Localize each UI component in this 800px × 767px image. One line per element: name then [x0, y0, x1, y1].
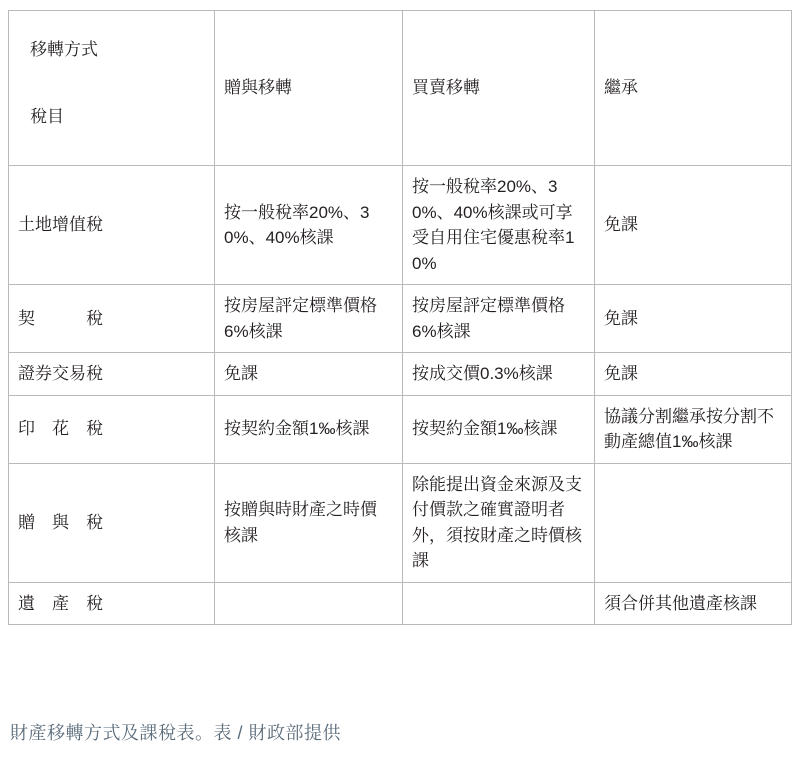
header-corner-bottom-label: 稅目	[30, 106, 64, 126]
cell-land-inheritance: 免課	[595, 166, 792, 285]
cell-gifttax-gift: 按贈與時財產之時價核課	[215, 463, 403, 582]
cell-securities-gift: 免課	[215, 353, 403, 396]
header-corner-cell	[9, 11, 215, 166]
cell-gifttax-inheritance	[595, 463, 792, 582]
table-row	[9, 166, 792, 285]
header-col-sale: 買賣移轉	[403, 11, 595, 166]
cell-estate-inheritance: 須合併其他遺產核課	[595, 582, 792, 625]
header-corner-top-label: 移轉方式	[30, 40, 98, 59]
row-label-deed-tax: 契 稅	[9, 285, 215, 353]
cell-stamp-sale: 按契約金額1‰核課	[403, 395, 595, 463]
cell-stamp-gift: 按契約金額1‰核課	[215, 395, 403, 463]
row-label-stamp-tax: 印 花 稅	[9, 395, 215, 463]
cell-securities-sale: 按成交價0.3%核課	[403, 353, 595, 396]
cell-securities-inheritance: 免課	[595, 353, 792, 396]
table-row	[9, 582, 792, 625]
header-col-inheritance: 繼承	[595, 11, 792, 166]
table-row	[9, 353, 792, 396]
cell-gifttax-sale: 除能提出資金來源及支付價款之確實證明者外，須按財產之時價核課	[403, 463, 595, 582]
table-row	[9, 285, 792, 353]
cell-stamp-inheritance: 協議分割繼承按分割不動產總值1‰核課	[595, 395, 792, 463]
cell-deed-sale: 按房屋評定標準價格6%核課	[403, 285, 595, 353]
row-label-gift-tax: 贈 與 稅	[9, 463, 215, 582]
cell-land-gift: 按一般稅率20%、30%、40%核課	[215, 166, 403, 285]
row-label-estate-tax: 遺 產 稅	[9, 582, 215, 625]
table-row	[9, 395, 792, 463]
cell-deed-gift: 按房屋評定標準價格6%核課	[215, 285, 403, 353]
row-label-securities-transaction-tax: 證券交易稅	[9, 353, 215, 396]
cell-estate-sale	[403, 582, 595, 625]
cell-deed-inheritance: 免課	[595, 285, 792, 353]
row-label-land-value-increment-tax: 土地增值稅	[9, 166, 215, 285]
cell-land-sale: 按一般稅率20%、30%、40%核課或可享受自用住宅優惠稅率10%	[403, 166, 595, 285]
cell-estate-gift	[215, 582, 403, 625]
table-header-row	[9, 11, 792, 166]
header-col-gift: 贈與移轉	[215, 11, 403, 166]
tax-table	[8, 10, 792, 625]
table-row	[9, 463, 792, 582]
figure-caption: 財產移轉方式及課稅表。表 / 財政部提供	[10, 723, 342, 743]
